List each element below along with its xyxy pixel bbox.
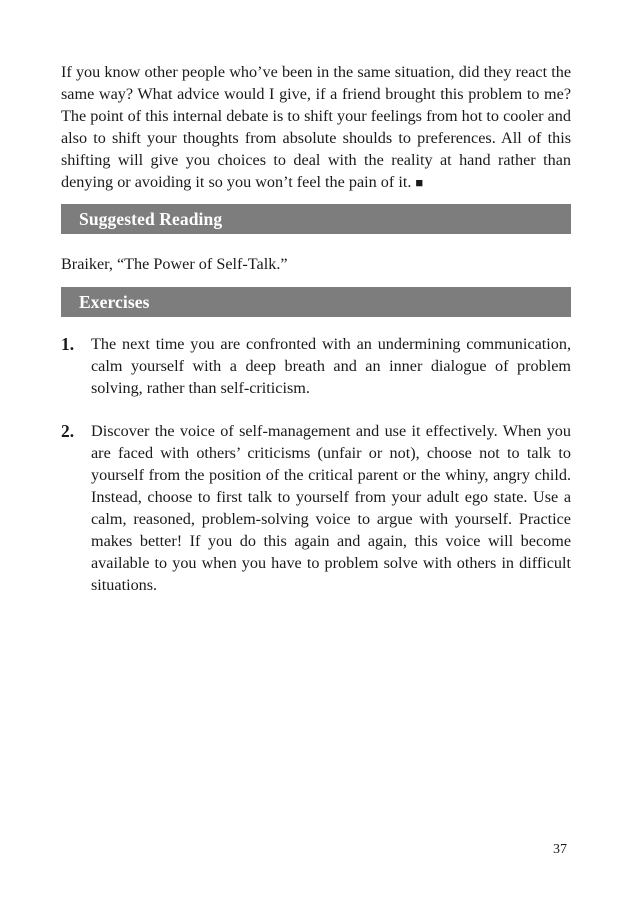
exercise-item xyxy=(61,333,571,399)
exercises-heading: Exercises xyxy=(79,291,150,312)
exercise-text: Discover the voice of self-management and use it effectively. When you are faced with others’ criticisms (unfair or not), choose not to talk to yourself from the position of the critical parent or the whiny, angry child. Instead, choose to first talk to yourself from your adult ego state. Use a calm, reasoned, problem-solving voice to argue with yourself. Practice makes better! If you do this again and again, this voice will become available to you when you have to problem solve with others in difficult situations. xyxy=(91,422,571,594)
intro-paragraph-text: If you know other people who’ve been in the same situation, did they react the same way? What advice would I give, if a friend brought this problem to me? The point of this internal debate is to shift your feelings from hot to cooler and also to shift your thoughts from absolute shoulds to preferences. All of this shifting will give you choices to deal with the reality at hand rather than denying or avoiding it so you won’t feel the pain of it. xyxy=(61,63,571,191)
suggested-reading-heading-bar xyxy=(61,204,571,234)
exercise-list xyxy=(61,333,571,596)
exercise-number: 1. xyxy=(61,334,75,354)
end-of-section-mark: ■ xyxy=(415,175,424,190)
exercise-text: The next time you are confronted with an undermining communication, calm yourself with a deep breath and an inner dialogue of problem solving, rather than self-criticism. xyxy=(91,335,571,397)
exercise-number: 2. xyxy=(61,421,75,441)
intro-paragraph xyxy=(61,61,571,194)
page-number: 37 xyxy=(553,842,567,857)
page-content xyxy=(61,61,571,617)
suggested-reading-heading: Suggested Reading xyxy=(79,208,223,229)
suggested-reading-citation: Braiker, “The Power of Self-Talk.” xyxy=(61,255,288,273)
exercise-item xyxy=(61,420,571,596)
exercises-heading-bar xyxy=(61,287,571,317)
